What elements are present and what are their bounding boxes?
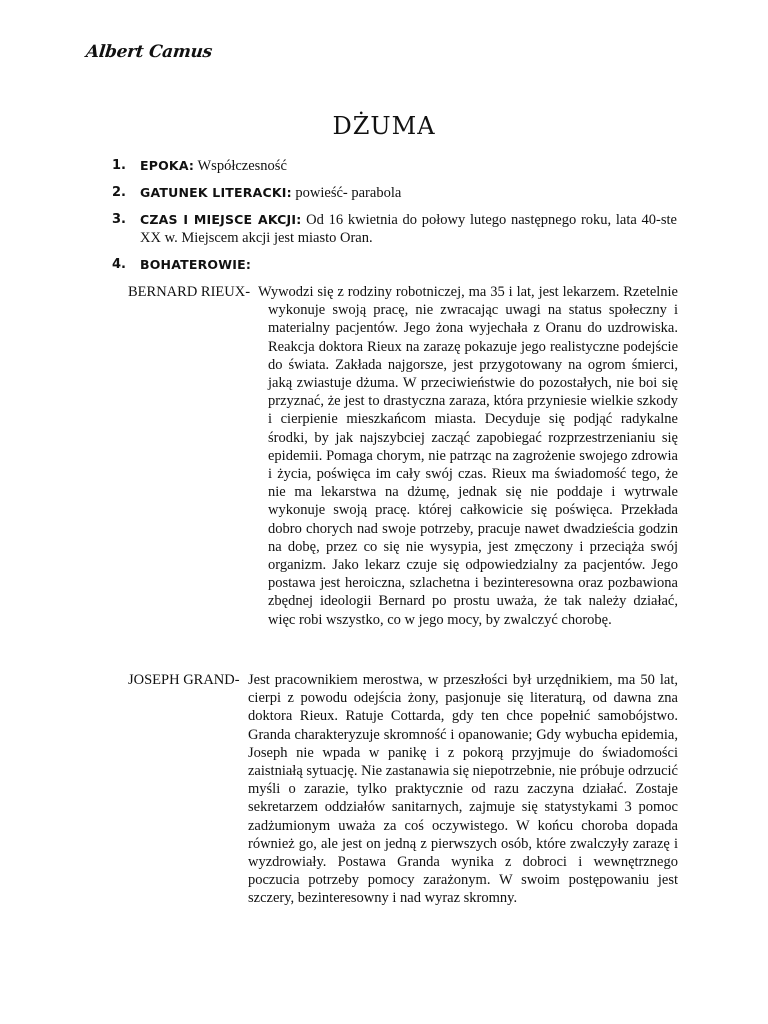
list-label: CZAS I MIEJSCE AKCJI:	[140, 212, 302, 227]
character-description: Jest pracownikiem merostwa, w przeszłości był urzędnikiem, ma 50 lat, cierpi z powodu odejścia żony, pasjonuje się literaturą, od dawna zna doktora Rieux. Ratuje Cottarda, gdy ten chce popełnić samobójstwo. Granda charakteryzuje skromność i opanowanie; Gdy wybucha epidemia, Joseph nie wpada w panikę i z pokorą przyjmuje do świadomości zaistniałą sytuację. Nie zastanawia się niepotrzebnie, nie próbuje odrzucić myśli o zarazie, tylko praktycznie od razu zaczyna działać. Zostaje sekretarzem oddziałów sanitarnych, zajmuje się statystykami 3 pomoc zadżumionym uważa za coś oczywistego. W końcu choroba dopada również go, ale jest on jedną z pierwszych osób, które zwalczyły zarazę i wyzdrowiały. Postawa Granda wynika z dobroci i wewnętrznego poczucia potrzeby pomocy zarażonym. W swoim postępowaniu jest szczery, bezinteresowny i nad wyraz skromny.	[248, 672, 678, 907]
list-item-genre	[112, 184, 677, 202]
list-text: powieść- parabola	[291, 185, 402, 201]
document-title: DŻUMA	[332, 112, 436, 140]
list-item-characters	[112, 256, 677, 274]
list-label: EPOKA:	[140, 158, 195, 173]
author-name: Albert Camus	[84, 42, 214, 62]
list-label: BOHATEROWIE:	[140, 257, 252, 272]
character-description: Wywodzi się z rodziny robotniczej, ma 35 i lat, jest lekarzem. Rzetelnie wykonuje swoją pracę, nie zwracając uwagi na status społeczny i materialny pacjentów. Jego żona wyjechała z Oranu do uzdrowiska. Reakcja doktora Rieux na zarazę pokazuje jego realistyczne podejście do świata. Zakłada najgorsze, jest przygotowany na ogrom śmierci, jaką zwiastuje dżuma. W przeciwieństwie do pozostałych, nie boi się przyznać, że jest to drastyczna zaraza, która przyniesie wielkie szkody i cierpienie mieszkańcom miasta. Decyduje się podjąć radykalne środki, by jak najszybciej zacząć zapobiegać rozprzestrzenianiu się epidemii. Pomaga chorym, nie patrząc na zagrożenie swojego zdrowia i życia, poświęca im cały swój czas. Rieux ma świadomość tego, że nie ma lekarstwa na dżumę, jednak się nie poddaje i wytrwale wykonuje swoją pracę. której całkowicie się poświęca. Przekłada dobro chorych nad swoje potrzeby, pracuje nawet dwadzieścia godzin na dobę, przez co się nie wysypia, jest zmęczony i przeciąża swój organizm. Jako lekarz czuje się odpowiedzialny za pacjentów. Jego postawa jest heroiczna, szlachetna i bezinteresowna oraz pozbawiona zbędnej ideologii Bernard po prostu uważa, że tak należy działać, więc robi wszystko, co w jego mocy, by zwalczyć chorobę.	[258, 284, 678, 628]
list-item-time-place	[112, 211, 677, 247]
character-name: BERNARD RIEUX-	[128, 284, 251, 300]
list-number: 1.	[112, 158, 126, 173]
list-text: Współczesność	[194, 158, 287, 174]
info-list	[112, 157, 677, 283]
list-number: 4.	[112, 257, 126, 272]
list-item-epoch	[112, 157, 677, 175]
list-number: 3.	[112, 212, 126, 227]
list-number: 2.	[112, 185, 126, 200]
list-label: GATUNEK LITERACKI:	[140, 185, 292, 200]
list-text: Od 16 kwietnia do połowy lutego następnego roku, lata 40-ste XX w. Miejscem akcji jest miasto Oran.	[140, 212, 677, 246]
character-name: JOSEPH GRAND-	[128, 672, 240, 688]
